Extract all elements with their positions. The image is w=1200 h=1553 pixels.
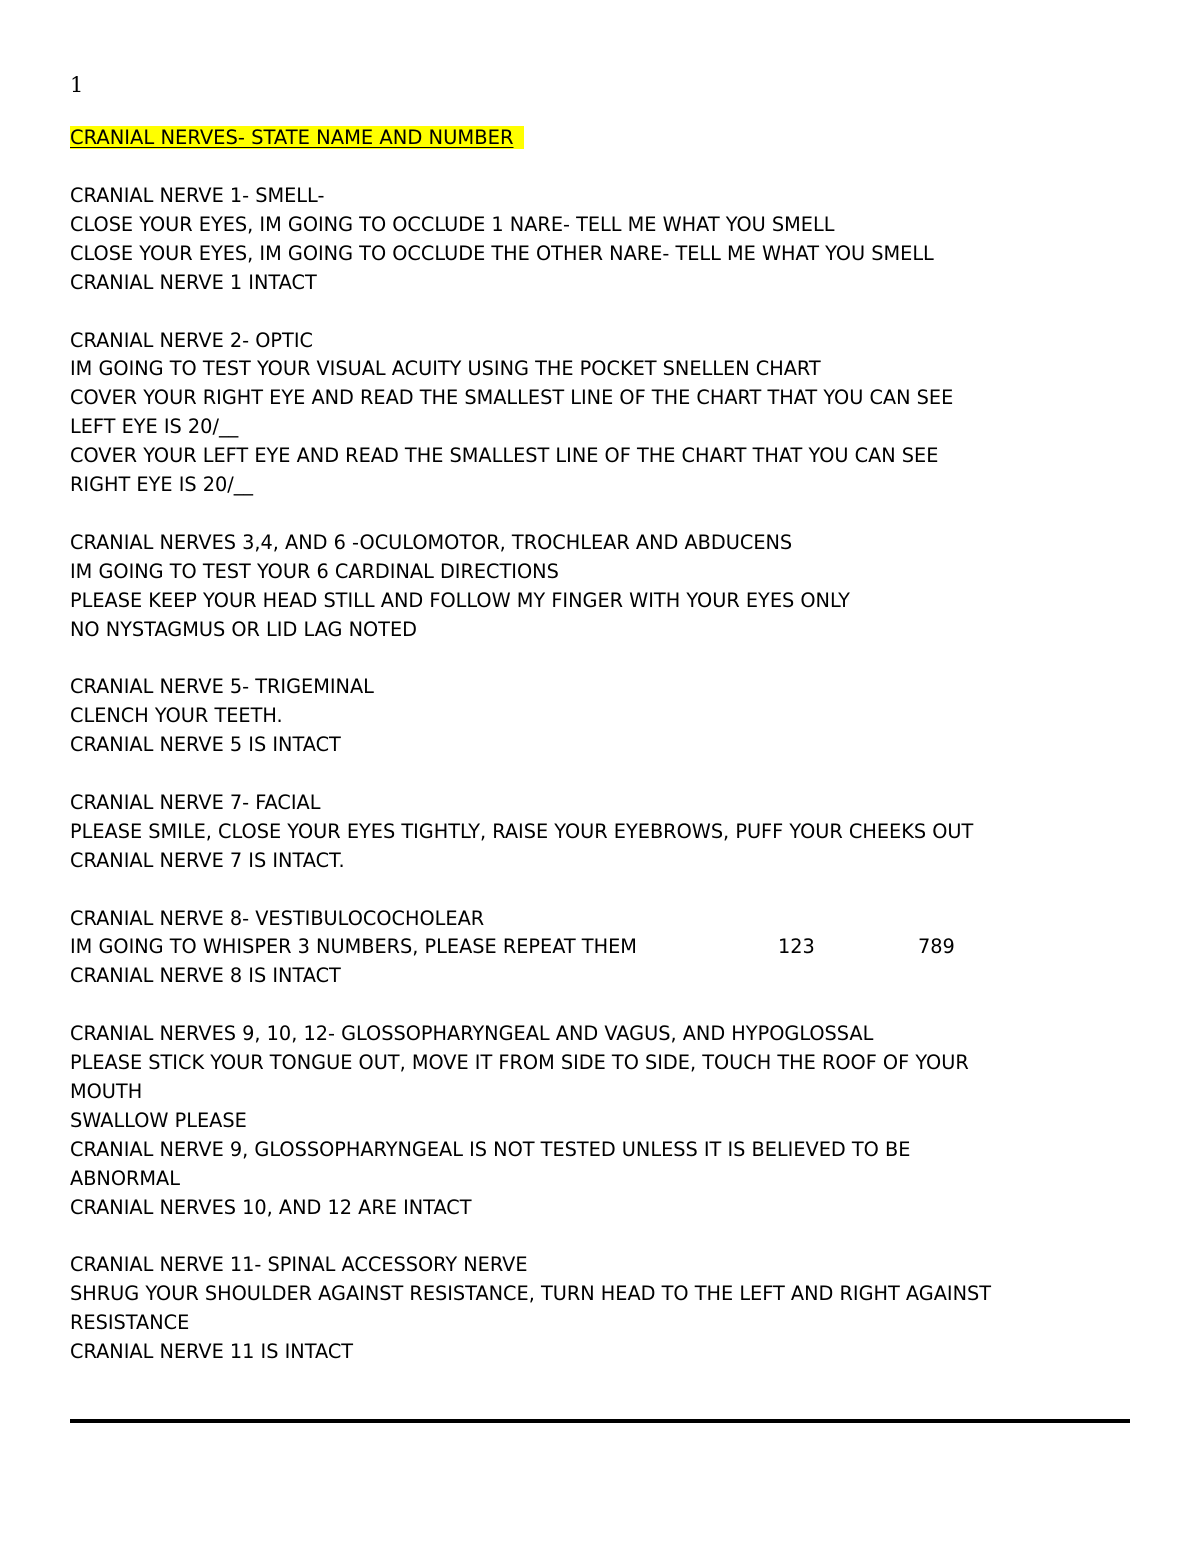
cn2-line: RIGHT EYE IS 20/__ [70, 473, 254, 497]
cn7-line: PLEASE SMILE, CLOSE YOUR EYES TIGHTLY, RAISE YOUR EYEBROWS, PUFF YOUR CHEEKS OUT [70, 819, 974, 843]
cn1-heading: CRANIAL NERVE 1- SMELL- [70, 184, 325, 207]
document-title-highlight: CRANIAL NERVES- STATE NAME AND NUMBER [70, 126, 524, 149]
cn1-line: CLOSE YOUR EYES, IM GOING TO OCCLUDE 1 NARE- TELL ME WHAT YOU SMELL [70, 212, 835, 236]
footer-divider [70, 1419, 1130, 1423]
cn2-heading: CRANIAL NERVE 2- OPTIC [70, 328, 313, 352]
cn7-heading: CRANIAL NERVE 7- FACIAL [70, 790, 321, 814]
cn8-whisper-numbers-1: 123 [778, 935, 815, 959]
section-spacer [70, 760, 1130, 789]
cn8-whisper-line [70, 933, 1130, 962]
document-body [70, 182, 1130, 1367]
cn91012-line: SWALLOW PLEASE [70, 1108, 247, 1132]
cn2-line: COVER YOUR RIGHT EYE AND READ THE SMALLEST LINE OF THE CHART THAT YOU CAN SEE [70, 386, 954, 410]
cn8-heading: CRANIAL NERVE 8- VESTIBULOCOCHOLEAR [70, 906, 485, 930]
section-spacer [70, 876, 1130, 905]
cn5-result: CRANIAL NERVE 5 IS INTACT [70, 733, 341, 757]
cn11-line: RESISTANCE [70, 1311, 190, 1335]
cn8-whisper-instruction: IM GOING TO WHISPER 3 NUMBERS, PLEASE REPEAT THEM [70, 935, 637, 959]
document-title [70, 124, 524, 152]
cn91012-line: CRANIAL NERVE 9, GLOSSOPHARYNGEAL IS NOT TESTED UNLESS IT IS BELIEVED TO BE [70, 1137, 911, 1161]
page-number: 1 [70, 73, 84, 97]
cn346-line: IM GOING TO TEST YOUR 6 CARDINAL DIRECTIONS [70, 559, 559, 583]
section-spacer [70, 298, 1130, 327]
cn11-line: SHRUG YOUR SHOULDER AGAINST RESISTANCE, TURN HEAD TO THE LEFT AND RIGHT AGAINST [70, 1282, 992, 1306]
section-spacer [70, 500, 1130, 529]
cn8-result: CRANIAL NERVE 8 IS INTACT [70, 964, 341, 988]
cn5-heading: CRANIAL NERVE 5- TRIGEMINAL [70, 675, 374, 699]
section-spacer [70, 991, 1130, 1020]
cn2-line: IM GOING TO TEST YOUR VISUAL ACUITY USING THE POCKET SNELLEN CHART [70, 357, 821, 381]
cn1-result: CRANIAL NERVE 1 INTACT [70, 270, 317, 294]
cn346-heading: CRANIAL NERVES 3,4, AND 6 -OCULOMOTOR, TROCHLEAR AND ABDUCENS [70, 530, 793, 554]
cn91012-line: ABNORMAL [70, 1166, 180, 1190]
cn1-line: CLOSE YOUR EYES, IM GOING TO OCCLUDE THE OTHER NARE- TELL ME WHAT YOU SMELL [70, 241, 934, 265]
cn346-result: NO NYSTAGMUS OR LID LAG NOTED [70, 617, 417, 641]
cn346-line: PLEASE KEEP YOUR HEAD STILL AND FOLLOW MY FINGER WITH YOUR EYES ONLY [70, 588, 850, 612]
section-spacer [70, 644, 1130, 673]
cn91012-line: MOUTH [70, 1080, 143, 1103]
cn7-result: CRANIAL NERVE 7 IS INTACT. [70, 848, 345, 872]
cn5-line: CLENCH YOUR TEETH. [70, 704, 283, 728]
cn11-result: CRANIAL NERVE 11 IS INTACT [70, 1340, 354, 1364]
cn91012-heading: CRANIAL NERVES 9, 10, 12- GLOSSOPHARYNGEAL AND VAGUS, AND HYPOGLOSSAL [70, 1022, 874, 1046]
cn91012-result: CRANIAL NERVES 10, AND 12 ARE INTACT [70, 1195, 472, 1219]
section-spacer [70, 1223, 1130, 1252]
cn91012-line: PLEASE STICK YOUR TONGUE OUT, MOVE IT FROM SIDE TO SIDE, TOUCH THE ROOF OF YOUR [70, 1051, 969, 1075]
cn2-line: LEFT EYE IS 20/__ [70, 415, 239, 439]
cn2-line: COVER YOUR LEFT EYE AND READ THE SMALLEST LINE OF THE CHART THAT YOU CAN SEE [70, 444, 939, 468]
cn11-heading: CRANIAL NERVE 11- SPINAL ACCESSORY NERVE [70, 1253, 528, 1277]
cn8-whisper-numbers-2: 789 [918, 935, 955, 959]
